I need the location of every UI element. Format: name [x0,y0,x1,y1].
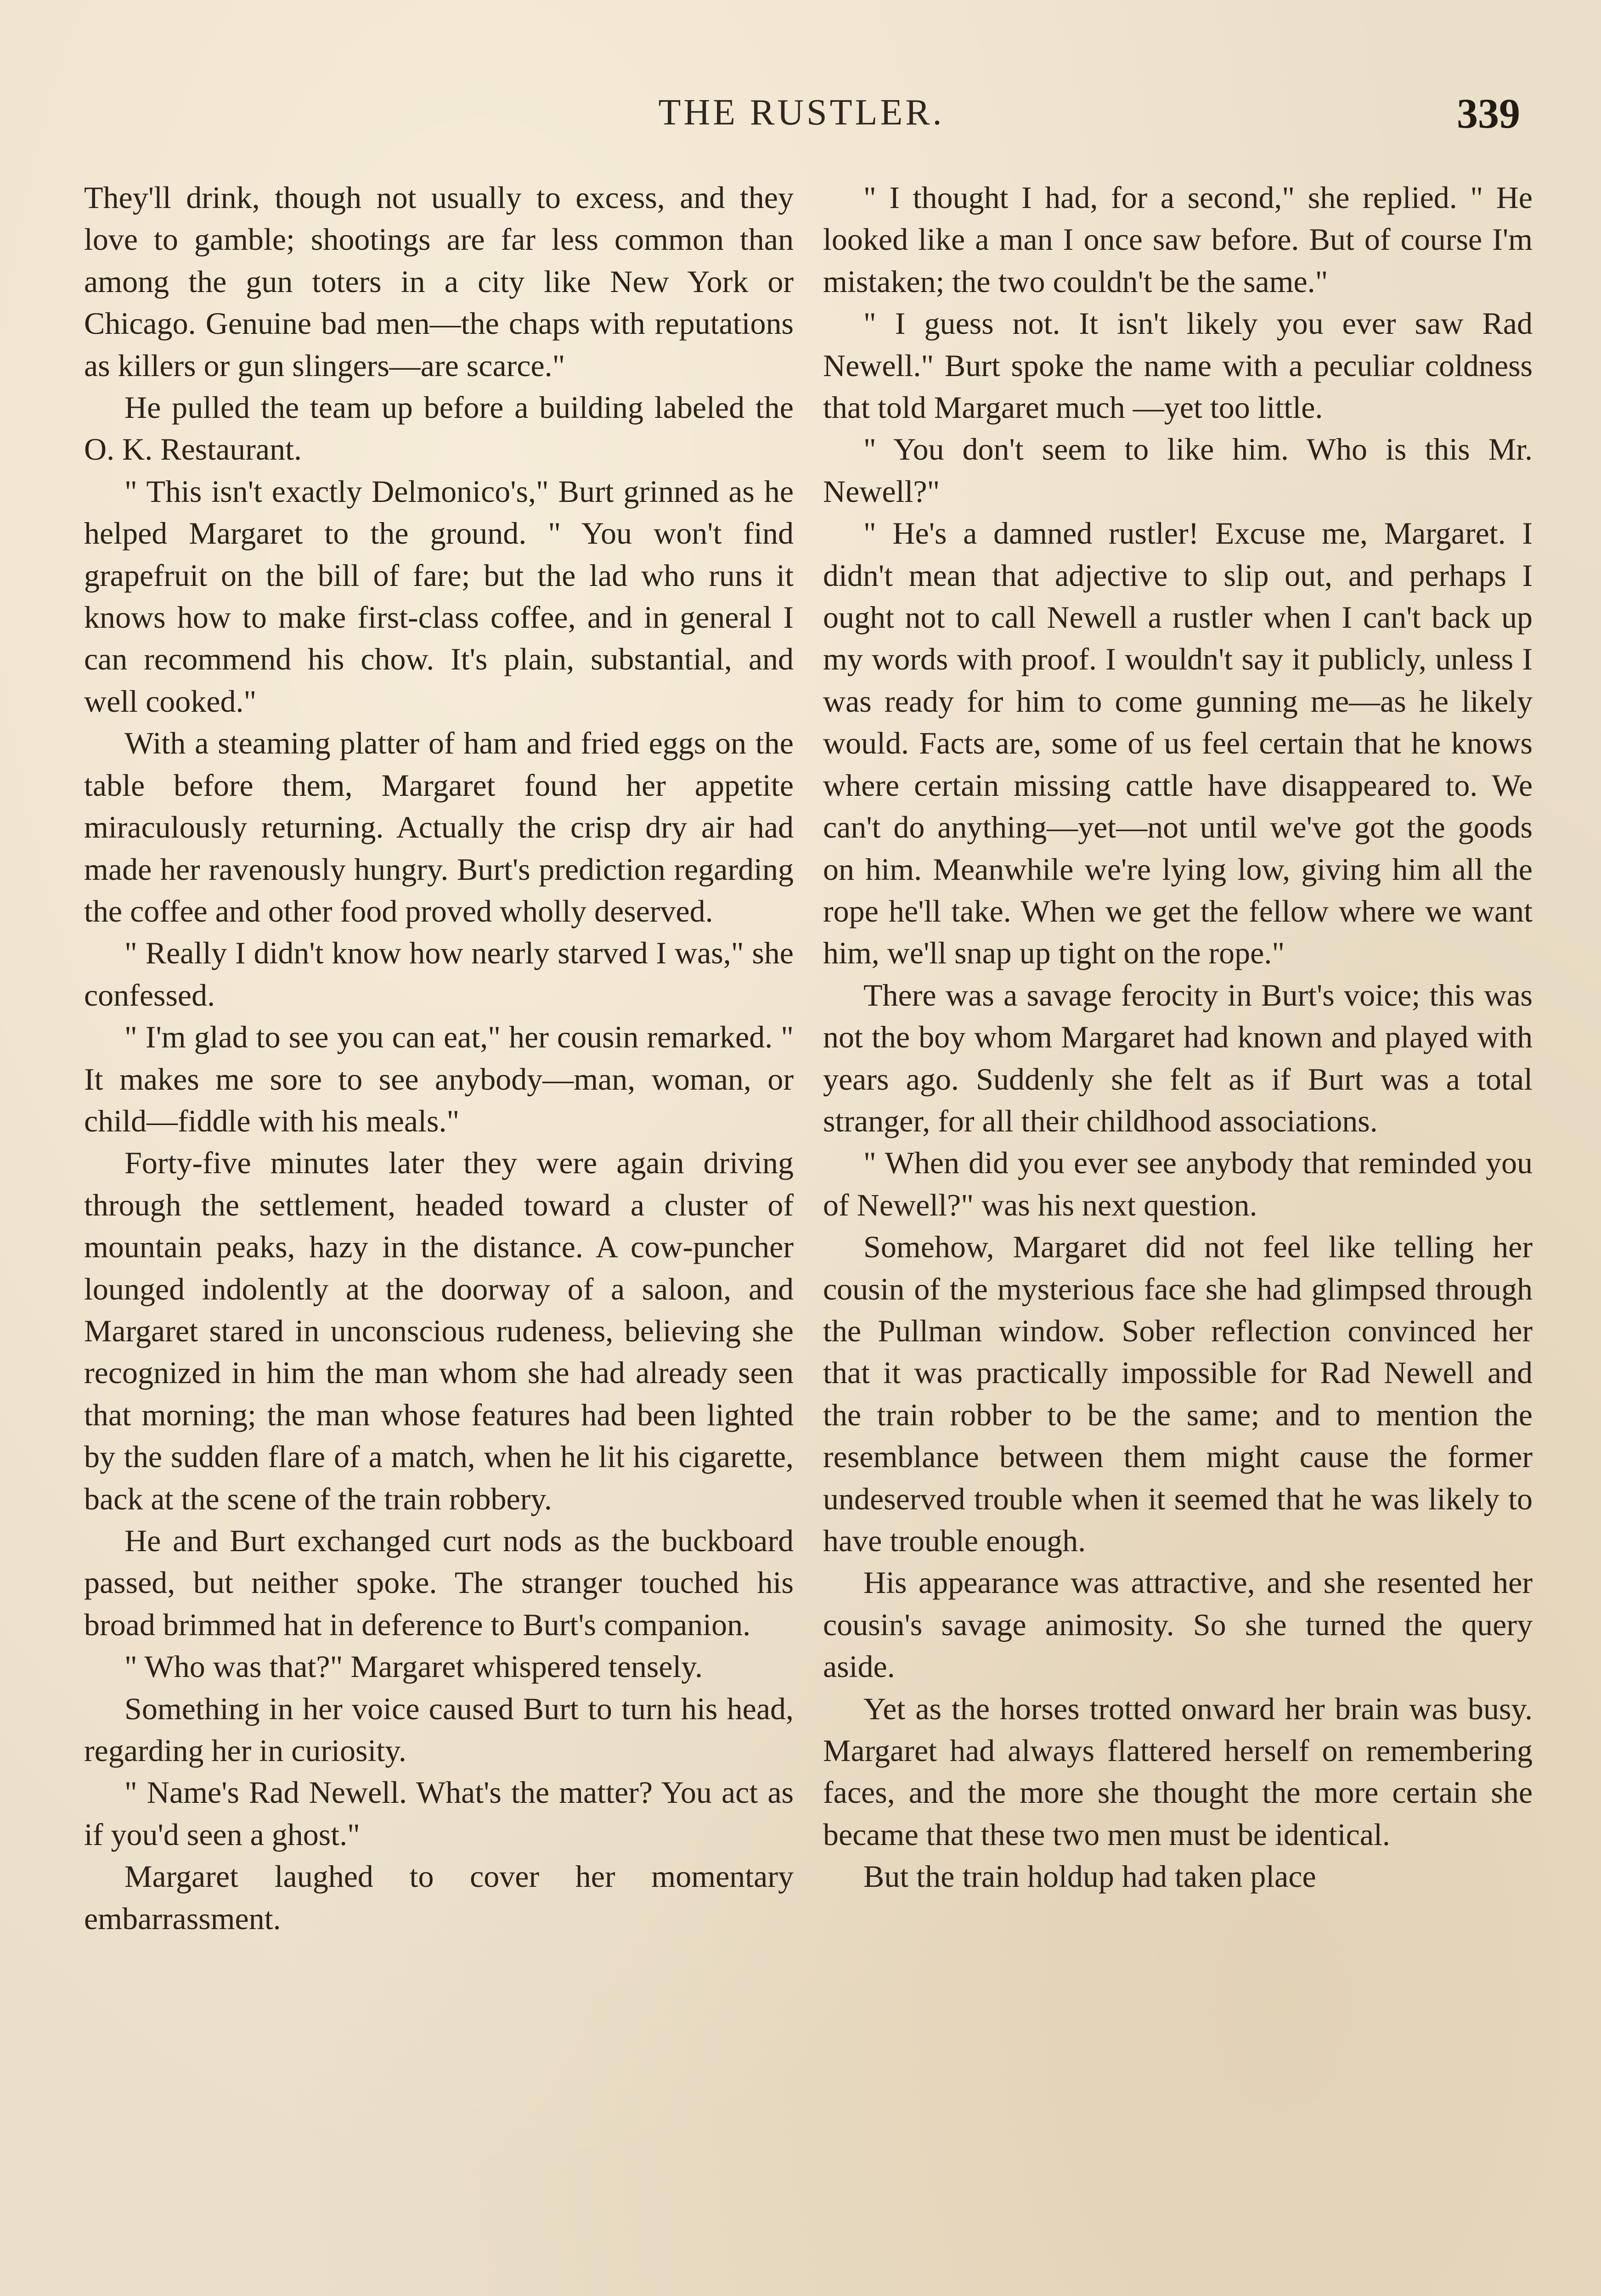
paragraph: He and Burt exchanged curt nods as the buckboard passed, but neither spoke. The stranger touched his broad brimmed hat in deference to Burt's companion. [84,1523,794,1642]
paragraph: " I thought I had, for a second," she replied. " He looked like a man I once saw before. But of course I'm mistaken; the two couldn't be the same." [823,180,1533,299]
paragraph: Forty-five minutes later they were again driving through the settlement, headed toward a cluster of mountain peaks, hazy in the distance. A cow-puncher lounged indolently at the doorway of a saloon, and Margaret stared in unconscious rudeness, believing she recognized in him the man whom she had already seen that morning; the man whose features had been lighted by the sudden flare of a match, when he lit his cigarette, back at the scene of the train robbery. [84,1145,794,1516]
paragraph: He pulled the team up before a building labeled the O. K. Restaurant. [84,390,794,467]
paragraph: " Who was that?" Margaret whispered tensely. [124,1649,703,1684]
paragraph: " This isn't exactly Delmonico's," Burt grinned as he helped Margaret to the ground. " You won't find grapefruit on the bill of fare; but the lad who runs it knows how to make first-class coffee, and in general I can recommend his chow. It's plain, substantial, and well cooked." [84,473,794,719]
paragraph: " Name's Rad Newell. What's the matter? You act as if you'd seen a ghost." [84,1775,794,1852]
page-number: 339 [1457,90,1520,137]
paragraph: " Really I didn't know how nearly starved I was," she confessed. [84,935,794,1013]
paragraph: " You don't seem to like him. Who is this Mr. Newell?" [823,432,1533,509]
paragraph: Margaret laughed to cover her momentary embarrassment. [84,1859,794,1936]
left-column [84,177,794,2296]
page-header [83,92,1520,142]
right-column [823,177,1533,2296]
paragraph: Something in her voice caused Burt to turn his head, regarding her in curiosity. [84,1691,794,1768]
paragraph: " I'm glad to see you can eat," her cousin remarked. " It makes me sore to see anybody—man, woman, or child—fiddle with his meals." [84,1019,794,1138]
paragraph: His appearance was attractive, and she resented her cousin's savage animosity. So she turned the query aside. [823,1565,1533,1684]
paragraph: Somehow, Margaret did not feel like telling her cousin of the mysterious face she had glimpsed through the Pullman window. Sober reflection convinced her that it was practically impossible for Rad Newell and the train robber to be the same; and to mention the resemblance between them might cause the former undeserved trouble when it seemed that he was likely to have trouble enough. [823,1229,1533,1558]
running-title: THE RUSTLER. [658,92,945,133]
paragraph: With a steaming platter of ham and fried eggs on the table before them, Margaret found her appetite miraculously returning. Actually the crisp dry air had made her ravenously hungry. Burt's prediction regarding the coffee and other food proved wholly deserved. [84,726,794,929]
paragraph: " He's a damned rustler! Excuse me, Margaret. I didn't mean that adjective to slip out, and perhaps I ought not to call Newell a rustler when I can't back up my words with proof. I wouldn't say it publicly, unless I was ready for him to come gunning me—as he likely would. Facts are, some of us feel certain that he knows where certain missing cattle have disappeared to. We can't do anything—yet—not until we've got the goods on him. Meanwhile we're lying low, giving him all the rope he'll take. When we get the fellow where we want him, we'll snap up tight on the rope." [823,516,1533,971]
paragraph: " I guess not. It isn't likely you ever saw Rad Newell." Burt spoke the name with a peculiar coldness that told Margaret much —yet too little. [823,306,1533,425]
paragraph: There was a savage ferocity in Burt's voice; this was not the boy whom Margaret had known and played with years ago. Suddenly she felt as if Burt was a total stranger, for all their childhood associations. [823,977,1533,1138]
paragraph: Yet as the horses trotted onward her brain was busy. Margaret had always flattered herself on remembering faces, and the more she thought the more certain she became that these two men must be identical. [823,1691,1533,1852]
paragraph: But the train holdup had taken place [863,1859,1316,1894]
paragraph: " When did you ever see anybody that reminded you of Newell?" was his next question. [823,1145,1533,1222]
paragraph: They'll drink, though not usually to excess, and they love to gamble; shootings are far less common than among the gun toters in a city like New York or Chicago. Genuine bad men—the chaps with reputations as killers or gun slingers—are scarce." [84,180,794,383]
